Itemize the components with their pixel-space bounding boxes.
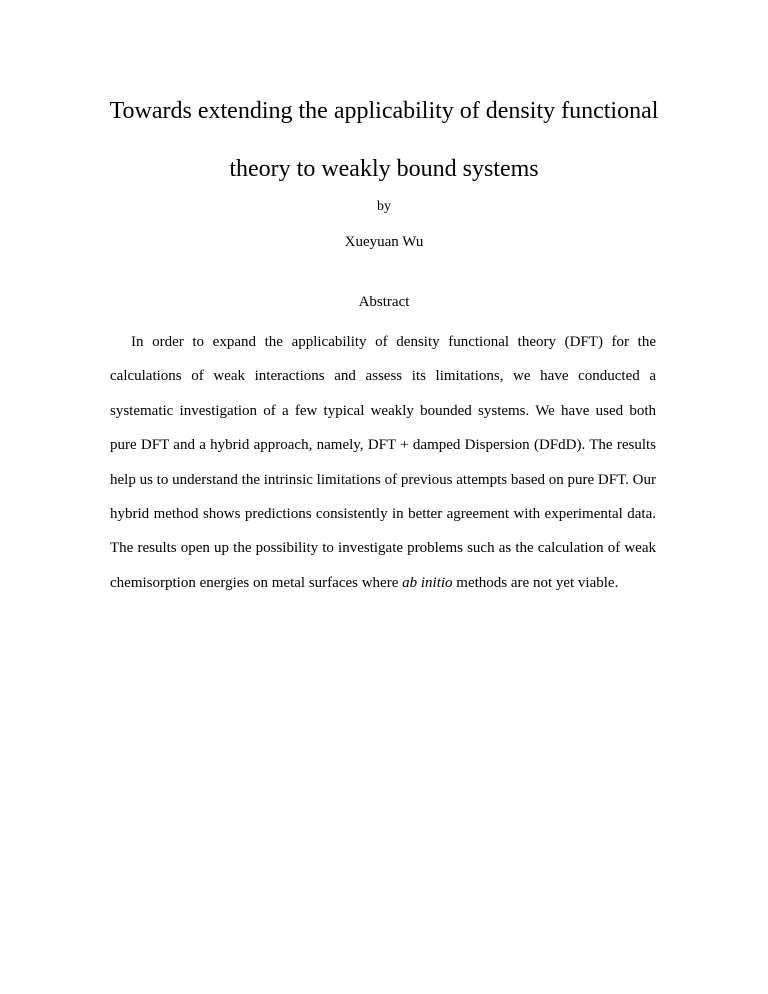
abstract-text-part-1: In order to expand the applicability of density functional theory (DFT) for the calculations of weak interactions and assess its limitations, we have conducted a systematic investigation of a few typical weakly bounded systems. We have used both pure DFT and a hybrid approach, namely, DFT + damped Dispersion (DFdD). The results help us to understand the intrinsic limitations of previous attempts based on pure DFT. Our hybrid method shows predictions consistently in better agreement with experimental data. The results open up the possibility to investigate problems such as the calculation of weak chemisorption energies on metal surfaces where xyxy=(110,334,656,591)
abstract-heading: Abstract xyxy=(358,294,410,310)
title-line-2: theory to weakly bound systems xyxy=(229,156,539,182)
abstract-body xyxy=(110,325,656,600)
author-name: Xueyuan Wu xyxy=(344,234,424,250)
byline: by xyxy=(377,199,391,214)
abstract-text-part-2: methods are not yet viable. xyxy=(452,574,619,591)
title-line-1: Towards extending the applicability of density functional xyxy=(109,98,659,124)
abstract-italic-term: ab initio xyxy=(402,574,453,591)
document-title xyxy=(60,82,708,198)
